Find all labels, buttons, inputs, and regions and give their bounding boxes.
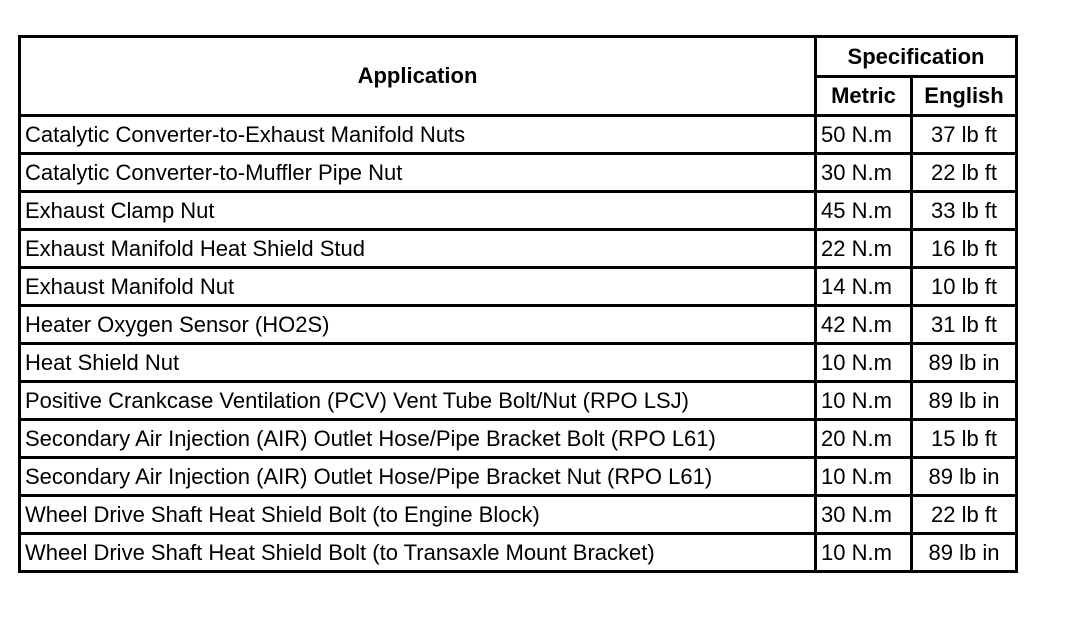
english-cell: 31 lb ft — [912, 306, 1017, 344]
specification-column-header: Specification — [816, 37, 1017, 77]
metric-cell: 10 N.m — [816, 382, 912, 420]
metric-cell: 10 N.m — [816, 534, 912, 572]
application-cell: Heat Shield Nut — [20, 344, 816, 382]
application-cell: Secondary Air Injection (AIR) Outlet Hose/Pipe Bracket Bolt (RPO L61) — [20, 420, 816, 458]
application-column-header: Application — [20, 37, 816, 116]
table-row — [20, 306, 1017, 344]
metric-cell: 50 N.m — [816, 116, 912, 154]
english-cell: 89 lb in — [912, 458, 1017, 496]
metric-cell: 10 N.m — [816, 458, 912, 496]
metric-cell: 14 N.m — [816, 268, 912, 306]
metric-cell: 30 N.m — [816, 496, 912, 534]
application-cell: Secondary Air Injection (AIR) Outlet Hose/Pipe Bracket Nut (RPO L61) — [20, 458, 816, 496]
table-row — [20, 192, 1017, 230]
english-cell: 15 lb ft — [912, 420, 1017, 458]
header-row-top — [20, 37, 1017, 77]
english-column-header: English — [912, 77, 1017, 116]
english-cell: 33 lb ft — [912, 192, 1017, 230]
english-cell: 89 lb in — [912, 344, 1017, 382]
application-cell: Wheel Drive Shaft Heat Shield Bolt (to Engine Block) — [20, 496, 816, 534]
english-cell: 22 lb ft — [912, 496, 1017, 534]
application-cell: Wheel Drive Shaft Heat Shield Bolt (to Transaxle Mount Bracket) — [20, 534, 816, 572]
english-cell: 22 lb ft — [912, 154, 1017, 192]
table-row — [20, 154, 1017, 192]
table-body — [20, 116, 1017, 572]
table-row — [20, 116, 1017, 154]
table-row — [20, 420, 1017, 458]
english-cell: 37 lb ft — [912, 116, 1017, 154]
torque-specification-table — [18, 35, 1018, 573]
application-cell: Exhaust Clamp Nut — [20, 192, 816, 230]
table-row — [20, 344, 1017, 382]
table-row — [20, 534, 1017, 572]
metric-column-header: Metric — [816, 77, 912, 116]
metric-cell: 30 N.m — [816, 154, 912, 192]
metric-cell: 10 N.m — [816, 344, 912, 382]
metric-cell: 20 N.m — [816, 420, 912, 458]
table-header — [20, 37, 1017, 116]
english-cell: 10 lb ft — [912, 268, 1017, 306]
english-cell: 16 lb ft — [912, 230, 1017, 268]
table-row — [20, 268, 1017, 306]
table-row — [20, 458, 1017, 496]
table-row — [20, 496, 1017, 534]
application-cell: Catalytic Converter-to-Muffler Pipe Nut — [20, 154, 816, 192]
application-cell: Exhaust Manifold Nut — [20, 268, 816, 306]
application-cell: Heater Oxygen Sensor (HO2S) — [20, 306, 816, 344]
application-cell: Positive Crankcase Ventilation (PCV) Vent Tube Bolt/Nut (RPO LSJ) — [20, 382, 816, 420]
english-cell: 89 lb in — [912, 382, 1017, 420]
metric-cell: 45 N.m — [816, 192, 912, 230]
application-cell: Exhaust Manifold Heat Shield Stud — [20, 230, 816, 268]
metric-cell: 42 N.m — [816, 306, 912, 344]
english-cell: 89 lb in — [912, 534, 1017, 572]
metric-cell: 22 N.m — [816, 230, 912, 268]
table-row — [20, 230, 1017, 268]
table-row — [20, 382, 1017, 420]
application-cell: Catalytic Converter-to-Exhaust Manifold Nuts — [20, 116, 816, 154]
